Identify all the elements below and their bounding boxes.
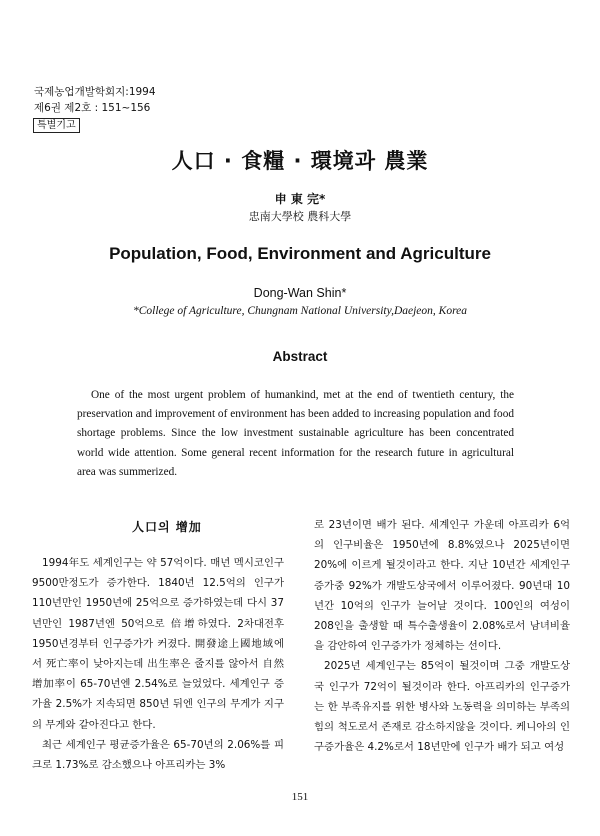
section-tag: 특별기고	[33, 118, 80, 133]
title-english: Population, Food, Environment and Agriculture	[109, 244, 491, 263]
paragraph: 최근 세계인구 평균증가율은 65-70년의 2.06%를 피크로 1.73%로 감소했으나 아프리카는 3%	[32, 738, 284, 772]
right-column	[314, 515, 570, 757]
paragraph: 1994年도 세계인구는 약 57억이다. 매년 멕시코인구 9500만정도가 증가한다. 1840년 12.5억의 인구가 110년만인 1950년에 25억으로 증가하였는데 다시 37년만인 1987년엔 50억으로 倍增하였다. 2차대전후 1950년경부터 인구증가가 커졌다. 開發途上國地域에서 死亡率이 낮아지는데 出生率은 줄지를 않아서 自然增加率이 65-70년엔 2.54%로 늘었었다. 세계인구 증가율 2.5%가 지속되면 850년 뒤엔 인구의 무게가 지구의 무게와 같아진다고 한다.	[32, 557, 284, 731]
section-heading: 人口의 增加	[132, 520, 202, 534]
paragraph: 로 23년이면 배가 된다. 세계인구 가운데 아프리카 6억의 인구비율은 1950년에 8.8%였으나 2025년이면 20%에 이르게 될것이라고 한다. 지난 10년간 세계인구증가중 92%가 개발도상국에서 이루어졌다. 90년대 10년간 10억의 인구가 늘어날 것이다. 100인의 여성이 208인을 출생할 때 특수출생율이 2.08%로서 남녀비율을 감안하여 인구증가가 정체하는 선이다.	[314, 519, 570, 653]
journal-volume: 제6권 제2호 : 151~156	[34, 102, 151, 114]
author-korean: 申 東 完*	[274, 192, 326, 206]
paragraph: 2025년 세계인구는 85억이 될것이며 그중 개발도상국 인구가 72억이 될것이라 한다. 아프리카의 인구증가는 한 부족유지를 위한 병사와 노동력을 의미하는 부족의 힘의 척도로서 존재로 감소하지않을 것이다. 케니아의 인구증가율은 4.2%로서 18년만에 인구가 배가 되고 여성	[314, 660, 570, 754]
journal-info	[34, 84, 156, 116]
affiliation-english: *College of Agriculture, Chungnam National University,Daejeon, Korea	[132, 305, 467, 317]
author-english: Dong-Wan Shin*	[253, 286, 347, 300]
affiliation-korean: 忠南大學校 農科大學	[248, 210, 352, 223]
title-korean: 人口 · 食糧 · 環境과 農業	[171, 149, 429, 173]
left-column	[32, 553, 284, 775]
abstract-text: One of the most urgent problem of humankind, met at the end of twentieth century, the preservation and improvement of environment has been added to increasing population and food shortage problems. Since the low investment sustainable agriculture has been concentrated world wide attention. Some general recent information for the research future in agricultural area was summerized.	[77, 389, 514, 478]
abstract-heading: Abstract	[272, 349, 328, 364]
journal-name: 국제농업개발학회지:1994	[34, 86, 156, 98]
page-number: 151	[291, 791, 309, 803]
